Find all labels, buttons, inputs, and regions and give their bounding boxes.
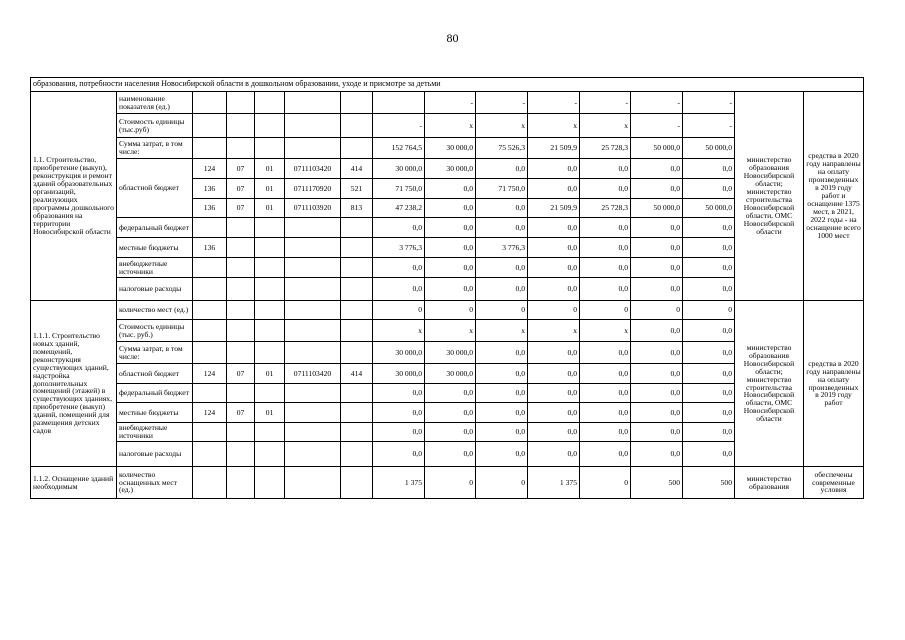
value-cell: 0,0 (425, 258, 476, 278)
pr-code (255, 442, 285, 467)
rz-code (227, 92, 255, 114)
value-cell: - (631, 114, 683, 138)
value-cell: 30 000,0 (425, 159, 476, 179)
activity-name: 1.1.1. Строительство новых зданий, помещений, реконструкция существующих зданий, надстройка дополнительных помещений (этажей) в существующих зданиях, приобретение (выкуп) зданий, помещений для размещения детских садов (31, 301, 117, 467)
value-cell: 500 (631, 467, 683, 499)
grbs-code (193, 423, 227, 442)
value-cell: 0,0 (631, 384, 683, 403)
csr-code (285, 403, 341, 423)
value-cell: 0,0 (476, 258, 528, 278)
value-cell: 0,0 (631, 278, 683, 301)
csr-code (285, 258, 341, 278)
vr-code (341, 467, 373, 499)
value-cell: 0,0 (580, 364, 631, 384)
vr-code (341, 278, 373, 301)
indicator-label: Стоимость единицы (тыс. руб.) (117, 320, 193, 342)
value-cell: 0,0 (373, 442, 425, 467)
value-cell: 0 (425, 467, 476, 499)
rz-code (227, 138, 255, 159)
grbs-code (193, 342, 227, 364)
csr-code: 0711103420 (285, 159, 341, 179)
value-cell: 47 238,2 (373, 199, 425, 218)
value-cell: 0,0 (631, 423, 683, 442)
grbs-code (193, 301, 227, 320)
value-cell: 0,0 (528, 384, 580, 403)
grbs-code: 124 (193, 403, 227, 423)
value-cell: - (683, 92, 735, 114)
value-cell: 0,0 (425, 403, 476, 423)
value-cell: 152 764,5 (373, 138, 425, 159)
indicator-label: областной бюджет (117, 364, 193, 384)
value-cell: 0,0 (425, 278, 476, 301)
pr-code (255, 384, 285, 403)
value-cell: 0 (476, 467, 528, 499)
pr-code (255, 423, 285, 442)
value-cell: 50 000,0 (683, 138, 735, 159)
pr-code (255, 320, 285, 342)
value-cell: 30 000,0 (425, 342, 476, 364)
value-cell: 0,0 (476, 384, 528, 403)
vr-code (341, 218, 373, 238)
table-row (31, 301, 864, 320)
value-cell: 0,0 (580, 218, 631, 238)
rz-code (227, 467, 255, 499)
indicator-label: налоговые расходы (117, 278, 193, 301)
value-cell: 0,0 (373, 384, 425, 403)
pr-code: 01 (255, 403, 285, 423)
value-cell: 0,0 (528, 238, 580, 258)
value-cell: 0 (580, 467, 631, 499)
indicator-label: Стоимость единицы (тыс.руб) (117, 114, 193, 138)
csr-code (285, 320, 341, 342)
value-cell: 0,0 (373, 258, 425, 278)
indicator-label: областной бюджет (117, 159, 193, 218)
csr-code (285, 92, 341, 114)
value-cell: 0,0 (631, 179, 683, 199)
value-cell: 75 526,3 (476, 138, 528, 159)
vr-code (341, 403, 373, 423)
value-cell: 0,0 (580, 278, 631, 301)
vr-code (341, 384, 373, 403)
value-cell: 50 000,0 (631, 138, 683, 159)
value-cell: 0,0 (683, 442, 735, 467)
value-cell: 0 (580, 301, 631, 320)
rz-code: 07 (227, 159, 255, 179)
value-cell: 0,0 (580, 179, 631, 199)
value-cell: 0,0 (683, 342, 735, 364)
grbs-code (193, 218, 227, 238)
value-cell: х (425, 320, 476, 342)
value-cell: 71 750,0 (373, 179, 425, 199)
value-cell: х (528, 320, 580, 342)
value-cell: - (631, 92, 683, 114)
value-cell: 0,0 (683, 179, 735, 199)
value-cell: 0,0 (425, 384, 476, 403)
indicator-label: наименование показателя (ед.) (117, 92, 193, 114)
grbs-code (193, 384, 227, 403)
rz-code (227, 442, 255, 467)
value-cell: х (580, 114, 631, 138)
rz-code (227, 342, 255, 364)
value-cell: 3 776,3 (373, 238, 425, 258)
rz-code (227, 278, 255, 301)
value-cell: 25 728,3 (580, 199, 631, 218)
rz-code (227, 423, 255, 442)
vr-code: 414 (341, 159, 373, 179)
value-cell: 0,0 (528, 258, 580, 278)
grbs-code (193, 138, 227, 159)
value-cell: 0 (373, 301, 425, 320)
value-cell: 0,0 (580, 442, 631, 467)
value-cell: 0,0 (683, 423, 735, 442)
pr-code (255, 218, 285, 238)
value-cell: 71 750,0 (476, 179, 528, 199)
value-cell: 50 000,0 (631, 199, 683, 218)
csr-code (285, 467, 341, 499)
pr-code (255, 342, 285, 364)
pr-code (255, 301, 285, 320)
value-cell: 0,0 (683, 364, 735, 384)
value-cell: 0,0 (528, 342, 580, 364)
value-cell: 0,0 (631, 218, 683, 238)
value-cell: 0 (528, 301, 580, 320)
csr-code (285, 301, 341, 320)
vr-code (341, 238, 373, 258)
vr-code: 521 (341, 179, 373, 199)
value-cell: 0,0 (528, 179, 580, 199)
csr-code (285, 423, 341, 442)
value-cell: х (476, 320, 528, 342)
value-cell: 0,0 (580, 423, 631, 442)
value-cell (373, 92, 425, 114)
value-cell: 0,0 (631, 442, 683, 467)
rz-code (227, 114, 255, 138)
vr-code (341, 92, 373, 114)
value-cell: 0,0 (528, 423, 580, 442)
value-cell: 500 (683, 467, 735, 499)
value-cell: 0,0 (476, 218, 528, 238)
rz-code: 07 (227, 199, 255, 218)
rz-code (227, 384, 255, 403)
value-cell: 30 000,0 (425, 138, 476, 159)
rz-code (227, 258, 255, 278)
value-cell: 21 509,9 (528, 138, 580, 159)
rz-code (227, 320, 255, 342)
value-cell: х (425, 114, 476, 138)
grbs-code (193, 114, 227, 138)
csr-code (285, 442, 341, 467)
value-cell: 0,0 (476, 342, 528, 364)
rz-code (227, 301, 255, 320)
vr-code (341, 114, 373, 138)
value-cell: 0,0 (631, 320, 683, 342)
indicator-label: налоговые расходы (117, 442, 193, 467)
value-cell: 1 375 (528, 467, 580, 499)
value-cell: 0,0 (683, 384, 735, 403)
indicator-label: количество мест (ед.) (117, 301, 193, 320)
grbs-code: 136 (193, 238, 227, 258)
vr-code (341, 258, 373, 278)
value-cell: 25 728,3 (580, 138, 631, 159)
value-cell: 0 (683, 301, 735, 320)
csr-code (285, 384, 341, 403)
value-cell: 0,0 (631, 159, 683, 179)
rz-code (227, 218, 255, 238)
value-cell: 0,0 (476, 159, 528, 179)
value-cell: 0,0 (683, 403, 735, 423)
result-cell: средства в 2020 году направлены на оплату произведенных в 2019 году работ и оснащение 1375 мест, в 2021, 2022 годы - на оснащение всего 1000 мест (804, 92, 864, 301)
value-cell: х (476, 114, 528, 138)
value-cell: 50 000,0 (683, 199, 735, 218)
pr-code (255, 258, 285, 278)
csr-code: 0711170920 (285, 179, 341, 199)
vr-code (341, 342, 373, 364)
value-cell: 0,0 (631, 364, 683, 384)
value-cell: 0,0 (683, 258, 735, 278)
pr-code (255, 278, 285, 301)
grbs-code (193, 258, 227, 278)
pr-code (255, 238, 285, 258)
value-cell: - (683, 114, 735, 138)
value-cell: 0,0 (580, 342, 631, 364)
vr-code (341, 301, 373, 320)
value-cell: 3 776,3 (476, 238, 528, 258)
value-cell: 0,0 (373, 403, 425, 423)
value-cell: - (425, 92, 476, 114)
grbs-code (193, 278, 227, 301)
pr-code (255, 114, 285, 138)
pr-code: 01 (255, 364, 285, 384)
grbs-code: 124 (193, 364, 227, 384)
indicator-label: внебюджетные источники (117, 258, 193, 278)
indicator-label: местные бюджеты (117, 403, 193, 423)
indicator-label: федеральный бюджет (117, 384, 193, 403)
value-cell: 0,0 (580, 258, 631, 278)
value-cell: 0,0 (528, 442, 580, 467)
csr-code (285, 342, 341, 364)
pr-code: 01 (255, 159, 285, 179)
value-cell: 0,0 (425, 442, 476, 467)
value-cell: 0,0 (631, 258, 683, 278)
vr-code (341, 320, 373, 342)
result-cell: средства в 2020 году направлены на оплату произведенных в 2019 году работ (804, 301, 864, 467)
csr-code (285, 114, 341, 138)
value-cell: 0,0 (580, 384, 631, 403)
value-cell: 0,0 (528, 218, 580, 238)
rz-code: 07 (227, 179, 255, 199)
pr-code (255, 92, 285, 114)
grbs-code (193, 442, 227, 467)
vr-code (341, 442, 373, 467)
indicator-label: Сумма затрат, в том числе: (117, 342, 193, 364)
value-cell: 30 000,0 (373, 364, 425, 384)
table-header: образования, потребности населения Новосибирской области в дошкольном образовании, уходе и присмотре за детьми (31, 78, 864, 92)
value-cell: 21 509,9 (528, 199, 580, 218)
value-cell: 0,0 (476, 423, 528, 442)
rz-code: 07 (227, 364, 255, 384)
value-cell: 1 375 (373, 467, 425, 499)
indicator-label: местные бюджеты (117, 238, 193, 258)
grbs-code (193, 320, 227, 342)
value-cell: - (476, 92, 528, 114)
value-cell: 0,0 (528, 278, 580, 301)
pr-code (255, 467, 285, 499)
grbs-code: 136 (193, 199, 227, 218)
value-cell: 0,0 (528, 364, 580, 384)
csr-code: 0711103420 (285, 364, 341, 384)
value-cell: 0,0 (425, 179, 476, 199)
activity-name: 1.1. Строительство, приобретение (выкуп), реконструкция и ремонт зданий образовательных организаций, реализующих программы дошкольного образования на территории Новосибирской области (31, 92, 117, 301)
page-number: 80 (446, 31, 459, 45)
value-cell: 0,0 (476, 364, 528, 384)
table-row (31, 92, 864, 114)
indicator-label: Сумма затрат, в том числе: (117, 138, 193, 159)
program-table (30, 77, 864, 499)
value-cell: - (580, 92, 631, 114)
vr-code (341, 138, 373, 159)
csr-code (285, 218, 341, 238)
value-cell: 30 000,0 (425, 364, 476, 384)
value-cell: х (373, 320, 425, 342)
value-cell: 0 (631, 301, 683, 320)
value-cell: 0,0 (631, 403, 683, 423)
result-cell: обеспечены современные условия (804, 467, 864, 499)
grbs-code: 124 (193, 159, 227, 179)
value-cell: 0,0 (425, 218, 476, 238)
value-cell: 0,0 (476, 403, 528, 423)
value-cell: 0,0 (683, 238, 735, 258)
value-cell: - (373, 114, 425, 138)
value-cell: 0,0 (683, 159, 735, 179)
value-cell: 0,0 (683, 320, 735, 342)
grbs-code: 136 (193, 179, 227, 199)
value-cell: 0,0 (476, 199, 528, 218)
rz-code: 07 (227, 403, 255, 423)
value-cell: 0,0 (683, 218, 735, 238)
csr-code (285, 278, 341, 301)
pr-code: 01 (255, 179, 285, 199)
value-cell: 0,0 (476, 442, 528, 467)
value-cell: 0,0 (528, 159, 580, 179)
value-cell: 0,0 (580, 403, 631, 423)
vr-code: 813 (341, 199, 373, 218)
value-cell: 0 (476, 301, 528, 320)
executor-cell: министерство образования Новосибирской области; министерство строительства Новосибирской области, ОМС Новосибирской области (735, 301, 804, 467)
activity-name: 1.1.2. Оснащение зданий необходимым (31, 467, 117, 499)
value-cell: 0,0 (425, 423, 476, 442)
csr-code: 0711103920 (285, 199, 341, 218)
value-cell: 0,0 (631, 342, 683, 364)
value-cell: х (580, 320, 631, 342)
value-cell: 30 000,0 (373, 342, 425, 364)
value-cell: 0,0 (373, 218, 425, 238)
indicator-label: федеральный бюджет (117, 218, 193, 238)
vr-code (341, 423, 373, 442)
value-cell: 0,0 (528, 403, 580, 423)
indicator-label: внебюджетные источники (117, 423, 193, 442)
value-cell: 0,0 (580, 159, 631, 179)
value-cell: 0,0 (580, 238, 631, 258)
value-cell: 0,0 (425, 238, 476, 258)
value-cell: 0,0 (373, 278, 425, 301)
table-row (31, 467, 864, 499)
value-cell: - (528, 92, 580, 114)
value-cell: 0,0 (476, 278, 528, 301)
value-cell: 0,0 (373, 423, 425, 442)
value-cell: 30 000,0 (373, 159, 425, 179)
pr-code (255, 138, 285, 159)
vr-code: 414 (341, 364, 373, 384)
value-cell: 0 (425, 301, 476, 320)
value-cell: 0,0 (425, 199, 476, 218)
rz-code (227, 238, 255, 258)
value-cell: 0,0 (683, 278, 735, 301)
csr-code (285, 138, 341, 159)
value-cell: 0,0 (631, 238, 683, 258)
executor-cell: министерство образования Новосибирской области; министерство строительства Новосибирской области, ОМС Новосибирской области (735, 92, 804, 301)
indicator-label: количество оснащенных мест (ед.) (117, 467, 193, 499)
pr-code: 01 (255, 199, 285, 218)
executor-cell: министерство образования (735, 467, 804, 499)
grbs-code (193, 92, 227, 114)
grbs-code (193, 467, 227, 499)
csr-code (285, 238, 341, 258)
value-cell: х (528, 114, 580, 138)
